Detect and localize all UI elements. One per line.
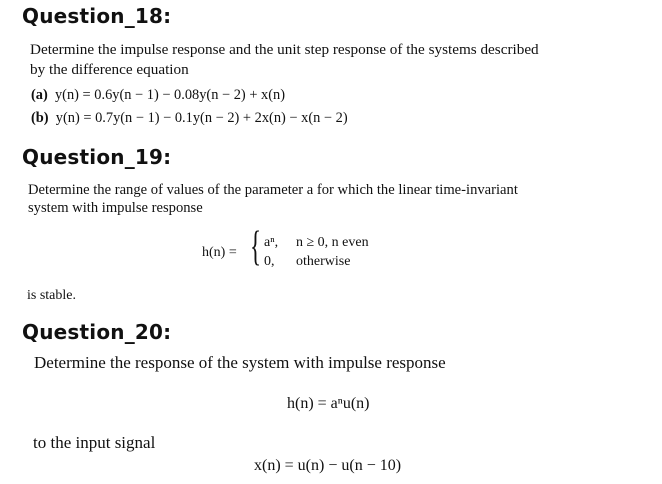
q19-case2-value: 0,	[264, 254, 275, 269]
q18-part-a	[31, 88, 285, 102]
q19-case2-cond: otherwise	[296, 254, 351, 269]
q18-part-b	[31, 111, 348, 125]
q20-intro: Determine the response of the system with impulse response	[34, 353, 446, 372]
q20-impulse-eq: h(n) = aⁿu(n)	[287, 395, 370, 412]
q20-mid-text: to the input signal	[33, 433, 156, 452]
q19-intro-line1: Determine the range of values of the parameter a for which the linear time-invariant	[28, 182, 518, 198]
q18-part-a-equation: y(n) = 0.6y(n − 1) − 0.08y(n − 2) + x(n)	[54, 87, 286, 103]
q19-outro: is stable.	[27, 288, 76, 303]
q18-part-b-label: (b)	[31, 110, 49, 126]
q19-case1-cond: n ≥ 0, n even	[296, 235, 369, 250]
q18-part-a-label: (a)	[31, 87, 48, 103]
q19-intro-line2: system with impulse response	[28, 200, 203, 216]
q18-heading: Question_18:	[22, 4, 172, 28]
q19-heading: Question_19:	[22, 145, 172, 169]
q18-intro-line2: by the difference equation	[30, 61, 189, 78]
q19-case1-value: aⁿ,	[264, 235, 279, 250]
q20-input-eq: x(n) = u(n) − u(n − 10)	[254, 457, 402, 474]
q18-part-b-equation: y(n) = 0.7y(n − 1) − 0.1y(n − 2) + 2x(n) − x(n − 2)	[55, 110, 348, 126]
q18-intro-line1: Determine the impulse response and the unit step response of the systems described	[30, 41, 539, 58]
q19-lhs: h(n) =	[202, 245, 237, 260]
left-brace-icon: {	[250, 224, 262, 270]
q20-heading: Question_20:	[22, 320, 172, 344]
